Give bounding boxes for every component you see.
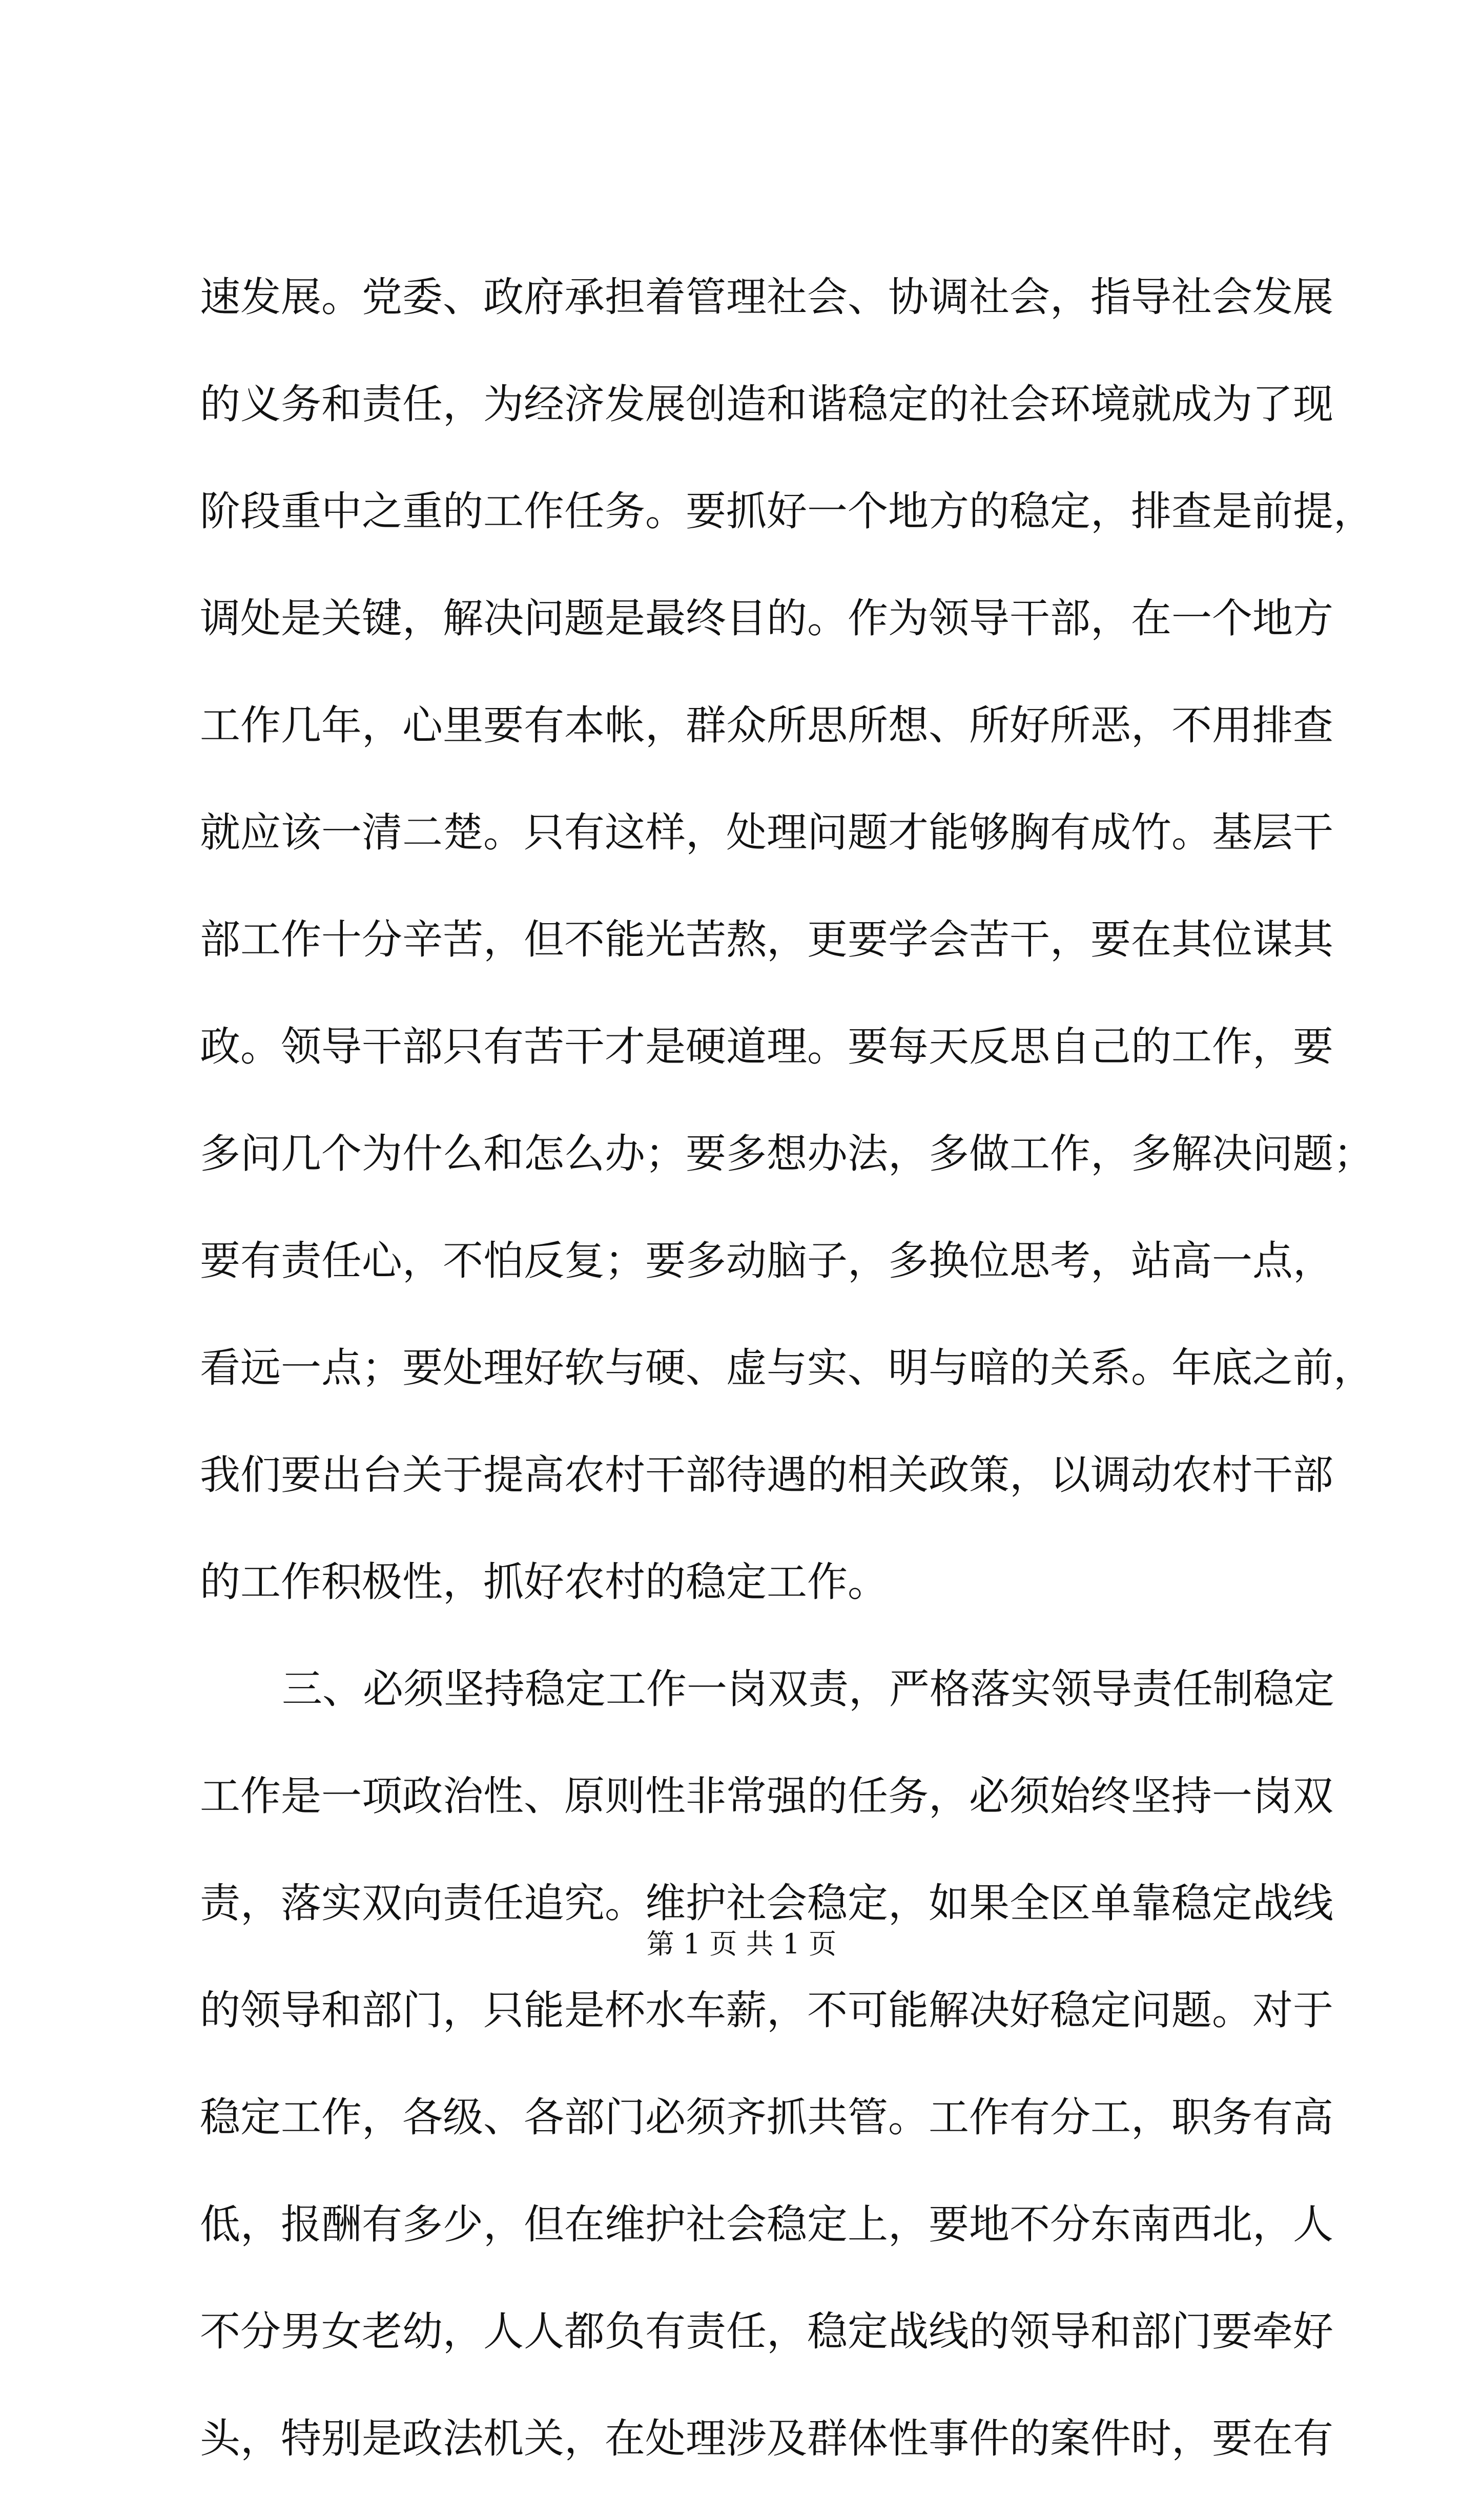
body-text [200, 272, 1374, 2520]
text-line: 不分男女老幼，人人都负有责任，稳定战线的领导和部门要牵好 [200, 2308, 1333, 2355]
text-line: 的义务和责任，为经济发展创造和谐稳定的社会环境就成为了现 [200, 381, 1333, 428]
text-line: 责，落实双向责任追究。维护社会稳定，如果全区单靠稳定战线 [200, 1880, 1333, 1927]
text-line: 看远一点；要处理好软与硬、虚与实、明与暗的关系。年底之前， [200, 1344, 1374, 1391]
text-line: 的领导和部门，只能是杯水车薪，不可能解决好稳定问题。对于 [200, 1987, 1333, 2034]
section-heading-line: 三、必须坚持稳定工作一岗双责，严格落实领导责任制稳定 [282, 1665, 1334, 1713]
text-line: 我们要出台关于提高农村干部待遇的相关政策，以调动农村干部 [200, 1451, 1333, 1498]
text-line: 多问几个为什么和怎么办；要多想办法，多做工作，多解决问题； [200, 1130, 1374, 1177]
text-line: 稳定工作，各级、各部门必须齐抓共管。工作有分工，职务有高 [200, 2094, 1333, 2141]
text-line: 阶段重中之重的工作任务。要抓好一个地方的稳定，排查是前提， [200, 488, 1374, 535]
page-footer [0, 1926, 1483, 1962]
text-line: 部工作十分辛苦，但不能光苦熬，更要学会苦干，要在其位谋其 [200, 916, 1333, 963]
text-line: 速发展。党委、政府承担着管理社会、协调社会，指导社会发展 [200, 274, 1333, 321]
text-line: 工作几年，心里要有本帐，群众所思所想、所好所恶，不用排查 [200, 702, 1333, 749]
text-line: 工作是一项政治性、原则性非常强的任务，必须始终坚持一岗双 [200, 1773, 1333, 1820]
text-line: 调处是关键，解决问题是最终目的。作为领导干部，在一个地方 [200, 595, 1333, 642]
text-line: 要有责任心，不怕反复；要多动脑子，多换位思考，站高一点， [200, 1237, 1333, 1284]
paragraph-end-line: 的工作积极性，抓好农村的稳定工作。 [200, 1558, 888, 1606]
page-number-label: 第 1 页 共 1 页 [646, 1928, 837, 1960]
text-line: 政。领导干部只有苦干才是硬道理。要每天反思自己的工作，要 [200, 1023, 1333, 1070]
text-line: 低，报酬有多少，但在维护社会稳定上，要地不分东南西北，人 [200, 2201, 1333, 2248]
text-line: 头，特别是政法机关，在处理涉及群体性事件的案件时，要在有 [200, 2415, 1333, 2462]
text-line: 就应该一清二楚。只有这样，处理问题才能够胸有成竹。基层干 [200, 809, 1333, 856]
